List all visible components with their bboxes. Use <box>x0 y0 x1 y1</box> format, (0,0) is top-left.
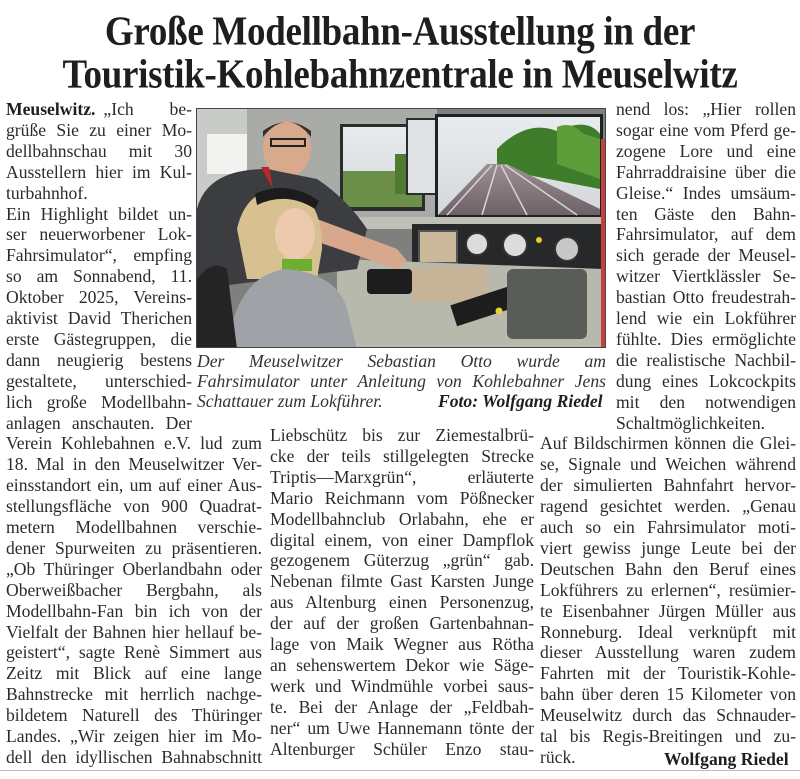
text-line: Verein Kohlebahnen e.V. lud zum <box>6 433 262 454</box>
text-line: so am Sonnabend, 11. <box>6 266 192 287</box>
text-line: Fahrten mit der Touristik-Kohle- <box>540 663 796 684</box>
text-line: te. Bei der Anlage der „Feldbah- <box>270 696 534 717</box>
headline-line-1: Große Modellbahn-Ausstellung in der <box>104 8 696 55</box>
text-line: Bahnstrecke mit herrlich nachge- <box>6 684 262 705</box>
text-line: Gleise.“ Indes umsäum- <box>616 182 796 203</box>
text-line: dann neugierig bestens <box>6 349 192 370</box>
text-line: auch so ein Fahrsimulator moti- <box>540 517 796 537</box>
text-line: aktivist David Therichen <box>6 308 192 328</box>
text-line: dellbahnschau mit 30 <box>6 140 192 161</box>
text-line: erste Gästegruppen, die <box>6 328 192 349</box>
text-line: dieser Ausstellung waren zudem <box>540 642 796 663</box>
text-line: grüße Sie zu einer Mo- <box>6 119 192 140</box>
text-line: Oktober 2025, Vereins- <box>6 287 192 308</box>
text-line: zogene Lore und eine <box>616 140 796 161</box>
text-line: viert gewiss junge Leute bei der <box>540 537 796 558</box>
text-line: der simulierten Bahnfahrt hervor- <box>540 475 796 496</box>
text-line: Nebenan filmte Gast Karsten Junge <box>270 571 534 592</box>
text-line: Liebschütz bis zur Ziemestalbrü- <box>270 425 534 445</box>
text-line: Altenburger Schüler Enzo stau- <box>270 738 534 759</box>
text-line: ragend gesichtet werden. „Genau <box>540 496 796 517</box>
text-line: Fahrsimulator“, empfing <box>6 245 192 266</box>
text-line: te Eisenbahner Jürgen Müller aus <box>540 600 796 621</box>
text-line: lend wie ein Lokführer <box>616 308 796 328</box>
text-line: Deutschen Bahn den Beruf eines <box>540 558 796 579</box>
photo-caption-line-3: Schattauer zum Lokführer. <box>197 391 383 411</box>
text-line: anlagen anschauten. Der <box>6 412 192 433</box>
author-byline: Wolfgang Riedel <box>664 749 789 769</box>
text-line: Modellbahnclub Orlabahn, ehe er <box>270 508 534 529</box>
text-line: Mario Reichmann vom Pößnecker <box>270 487 534 508</box>
text-line: ner“ um Uwe Hannemann tönte der <box>270 717 534 738</box>
headline-line-2: Touristik-Kohlebahnzentrale in Meuselwitz <box>62 51 738 98</box>
text-line: digital einem, von einer Dampflok <box>270 529 534 550</box>
text-line: einsstandort ein, um auf einer Aus- <box>6 475 262 496</box>
text-line: Vielfalt der Bahnen hier hellauf be- <box>6 621 262 642</box>
text-line: se, Signale und Weichen während <box>540 454 796 475</box>
text-line: Modellbahn-Fan bin ich von der <box>6 600 262 621</box>
text-line: lage von Maik Wegner aus Rötha <box>270 634 534 654</box>
text-line: Fahrsimulator, auf dem <box>616 224 796 245</box>
text-line: „Ob Thüringer Oberlandbahn oder <box>6 558 262 579</box>
text-line: Triptis—Marxgrün“, erläuterte <box>270 466 534 487</box>
text-line: Ausstellern hier im Kul- <box>6 161 192 182</box>
text-line: stellungsfläche von 900 Quadrat- <box>6 496 262 517</box>
text-line: gestaltete, unterschied- <box>6 370 192 391</box>
text-line: aus Altenburg einen Personenzug, <box>270 592 534 613</box>
text-line: bahn über deren 15 Kilometer von <box>540 684 796 705</box>
text-line: mit den notwendigen <box>616 391 796 412</box>
text-line: lich große Modellbahn- <box>6 391 192 412</box>
text-line: Ronneburg. Ideal verknüpft mit <box>540 621 796 642</box>
text-line: Schaltmöglichkeiten. <box>616 412 766 433</box>
text-line: werk und Windmühle vorbei saus- <box>270 675 534 696</box>
text-line <box>6 99 192 119</box>
text-line: tal bis Regis-Breitingen und zu- <box>540 726 796 746</box>
text-line: bastian Otto freudestrah- <box>616 287 796 308</box>
text-line: witzer Viertklässler Se- <box>616 266 796 287</box>
photo-caption-line-1: Der Meuselwitzer Sebastian Otto wurde am <box>197 351 606 371</box>
text-line: Meuselwitz durch das Schnauder- <box>540 705 796 726</box>
text-line: metern Modellbahnen verschie- <box>6 517 262 537</box>
dateline: Meuselwitz. <box>6 99 96 119</box>
text-line: Oberweißbacher Bergbahn, als <box>6 579 262 600</box>
text-line: dung eines Lokcockpits <box>616 370 796 391</box>
text-line: die realistische Nachbil- <box>616 349 796 370</box>
text-line: an sehenswertem Dekor wie Säge- <box>270 654 534 675</box>
text-line: geistert“, sagte Renè Simmert aus <box>6 642 262 663</box>
text-line: gezogenem Güterzug „grün“ gab. <box>270 550 534 571</box>
text-line: cke der teils stillgelegten Strecke <box>270 445 534 466</box>
photo-credit: Foto: Wolfgang Riedel <box>438 391 603 411</box>
text-line: dener Spurweiten zu präsentieren. <box>6 537 262 558</box>
simulator-photo-illustration <box>197 109 606 348</box>
text-line: Ein Highlight bildet un- <box>6 203 192 224</box>
text-line: Fahrraddraisine über die <box>616 161 796 182</box>
text-line: Landes. „Wir zeigen hier im Mo- <box>6 726 262 746</box>
text-line: bildetem Naturell des Thüringer <box>6 705 262 726</box>
text-line: dell den idyllischen Bahnabschnitt <box>6 746 262 767</box>
text-line: rück. <box>540 746 576 767</box>
text-line-rest: „Ich be- <box>103 99 192 119</box>
text-line: ser neuerworbener Lok- <box>6 224 192 245</box>
photo-caption-line-2: Fahrsimulator unter Anleitung von Kohlebahner Jens <box>197 371 606 391</box>
text-line: sich gerade der Meusel- <box>616 245 796 266</box>
bottom-divider <box>0 770 800 771</box>
text-line: Lokführers zu erlernen“, resümier- <box>540 579 796 600</box>
article-photo <box>196 108 606 348</box>
text-line: turbahnhof. <box>6 182 88 203</box>
text-line: der auf der großen Gartenbahnan- <box>270 613 534 634</box>
text-line: nend los: „Hier rollen <box>616 99 796 119</box>
text-line: fühlte. Dies ermöglichte <box>616 328 796 349</box>
text-line: 18. Mal in den Meuselwitzer Ver- <box>6 454 262 475</box>
text-line: Zeitz mit Blick auf eine lange <box>6 663 262 684</box>
text-line: ten Gäste den Bahn- <box>616 203 796 224</box>
text-line: sogar eine vom Pferd ge- <box>616 119 796 140</box>
text-line: Auf Bildschirmen können die Glei- <box>540 433 796 454</box>
